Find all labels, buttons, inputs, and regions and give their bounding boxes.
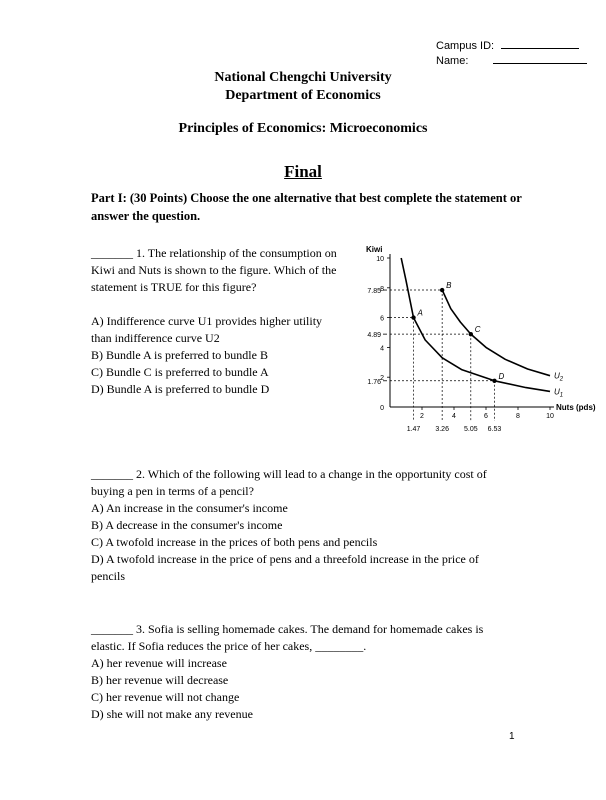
bundle-point [440, 288, 444, 292]
bundle-label: D [498, 371, 505, 381]
option-c: C) Bundle C is preferred to bundle A [91, 365, 269, 379]
x-special-label: 1.47 [406, 426, 421, 433]
question-3 [91, 621, 531, 723]
question-stem: 1. The relationship of the consumption on [136, 246, 337, 260]
y-axis-label: Kiwi [366, 245, 383, 254]
y-tick-label: 2 [380, 375, 384, 383]
y-special-label: 4.89 [367, 332, 381, 340]
x-tick-label: 2 [420, 413, 424, 420]
y-special-label: 1.76 [367, 378, 381, 386]
option-a: A) An increase in the consumer's income [91, 501, 288, 515]
x-tick-label: 4 [452, 413, 456, 420]
bundle-point [411, 315, 415, 319]
x-special-label: 3.26 [435, 426, 449, 433]
y-special-label: 7.85 [367, 288, 381, 296]
y-tick-label: 4 [380, 345, 384, 353]
bundle-point [469, 332, 473, 336]
name-field [436, 54, 587, 67]
department-title: Department of Economics [225, 88, 381, 103]
bundle-label: A [417, 308, 423, 318]
bundle-label: C [474, 325, 481, 335]
option-d: D) A twofold increase in the price of pens and a threefold increase in the price of [91, 552, 479, 566]
name-label: Name: [436, 55, 469, 67]
question-1-stem-line [91, 245, 361, 262]
option-a-cont: than indifference curve U2 [91, 331, 220, 345]
option-d: D) Bundle A is preferred to bundle D [91, 382, 270, 396]
indifference-curve-u2 [442, 290, 550, 376]
campus-id-field [436, 39, 579, 52]
y-tick-label: 6 [380, 315, 384, 323]
y-tick-label: 8 [380, 285, 384, 293]
option-b: B) A decrease in the consumer's income [91, 518, 283, 532]
campus-id-line [501, 39, 579, 49]
question-2 [91, 466, 531, 585]
bundle-label: B [446, 281, 452, 291]
option-b: B) her revenue will decrease [91, 673, 229, 687]
x-tick-label: 6 [484, 413, 488, 420]
x-tick-label: 8 [516, 413, 520, 420]
y-tick-label: 10 [376, 256, 384, 263]
exam-title: Final [284, 162, 322, 181]
x-special-label: 5.05 [463, 426, 478, 433]
question-stem: buying a pen in terms of a pencil? [91, 484, 254, 498]
indifference-curve-chart [350, 242, 600, 437]
y-tick-label: 0 [380, 405, 384, 412]
question-1 [91, 245, 361, 398]
x-tick-label: 10 [546, 413, 554, 420]
page-number: 1 [509, 731, 515, 742]
answer-blank: _______ [91, 467, 133, 481]
answer-blank: _______ [91, 246, 133, 260]
bundle-point [492, 379, 496, 383]
option-d: D) she will not make any revenue [91, 707, 253, 721]
question-stem: Kiwi and Nuts is shown to the figure. Which of the [91, 263, 337, 277]
option-a: A) Indifference curve U1 provides higher utility [91, 314, 323, 328]
part-instructions: Part I: (30 Points) Choose the one alternative that best complete the statement or answer the question. [91, 191, 522, 223]
option-c: C) her revenue will not change [91, 690, 240, 704]
question-stem: statement is TRUE for this figure? [91, 280, 257, 294]
university-title: National Chengchi University [214, 70, 392, 85]
question-stem: elastic. If Sofia reduces the price of her cakes, ________. [91, 639, 367, 653]
option-c: C) A twofold increase in the prices of both pens and pencils [91, 535, 378, 549]
question-stem: 3. Sofia is selling homemade cakes. The demand for homemade cakes is [136, 622, 484, 636]
question-stem: 2. Which of the following will lead to a change in the opportunity cost of [136, 467, 487, 481]
curve-label: $U_2$ [554, 371, 564, 383]
campus-id-label: Campus ID: [436, 40, 495, 52]
name-line [493, 54, 587, 64]
course-title: Principles of Economics: Microeconomics [178, 121, 428, 136]
answer-blank: _______ [91, 622, 133, 636]
option-a: A) her revenue will increase [91, 656, 227, 670]
x-special-label: 6.53 [487, 426, 502, 433]
x-axis-label: Nuts (pds) [556, 403, 596, 412]
option-b: B) Bundle A is preferred to bundle B [91, 348, 268, 362]
option-d-cont: pencils [91, 569, 125, 583]
curve-label: $U_1$ [554, 387, 564, 399]
